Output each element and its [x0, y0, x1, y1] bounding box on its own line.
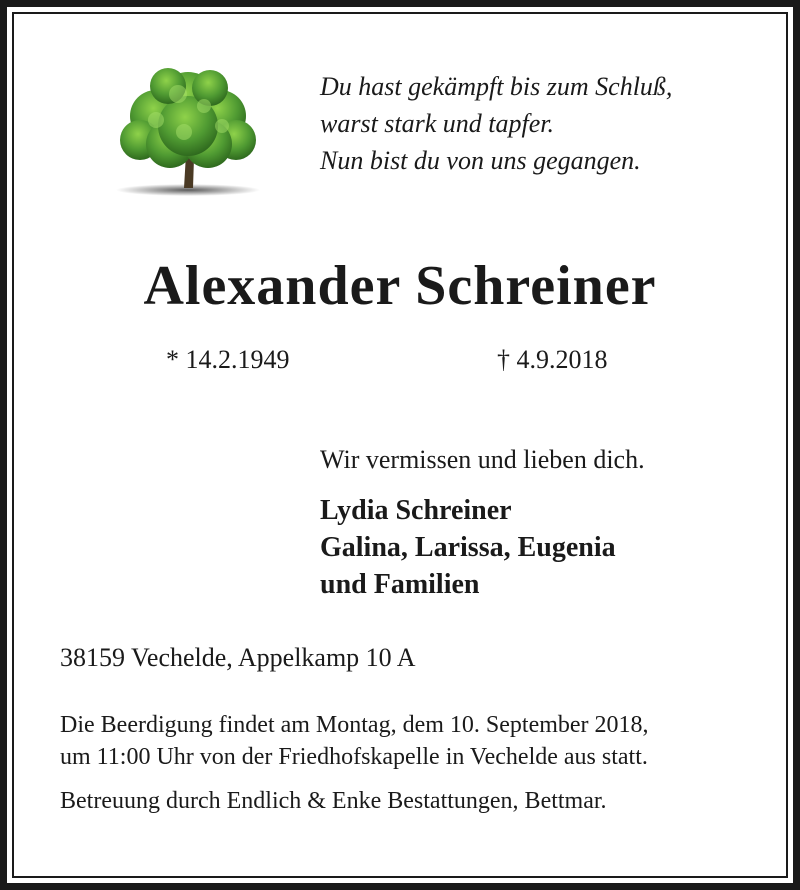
- deceased-name: Alexander Schreiner: [143, 255, 657, 317]
- tree-icon: [112, 62, 264, 204]
- mourner-line: Lydia Schreiner: [320, 495, 512, 526]
- poem-line: warst stark und tapfer.: [320, 109, 555, 138]
- poem-line: Nun bist du von uns gegangen.: [320, 146, 641, 175]
- mourner-line: Galina, Larissa, Eugenia: [320, 532, 616, 563]
- death-date: † 4.9.2018: [497, 345, 608, 374]
- undertaker-note: Betreuung durch Endlich & Enke Bestattungen, Bettmar.: [60, 788, 607, 814]
- poem-line: Du hast gekämpft bis zum Schluß,: [320, 72, 673, 101]
- memorial-message: Wir vermissen und lieben dich.: [320, 445, 645, 474]
- mourner-line: und Familien: [320, 569, 480, 600]
- funeral-line: Die Beerdigung findet am Montag, dem 10. September 2018,: [60, 712, 649, 738]
- birth-date: * 14.2.1949: [166, 345, 290, 374]
- funeral-line: um 11:00 Uhr von der Friedhofskapelle in Vechelde aus statt.: [60, 744, 648, 770]
- address: 38159 Vechelde, Appelkamp 10 A: [60, 643, 416, 672]
- mourners: [320, 492, 616, 603]
- poem: [320, 68, 672, 179]
- funeral-info: [60, 709, 649, 773]
